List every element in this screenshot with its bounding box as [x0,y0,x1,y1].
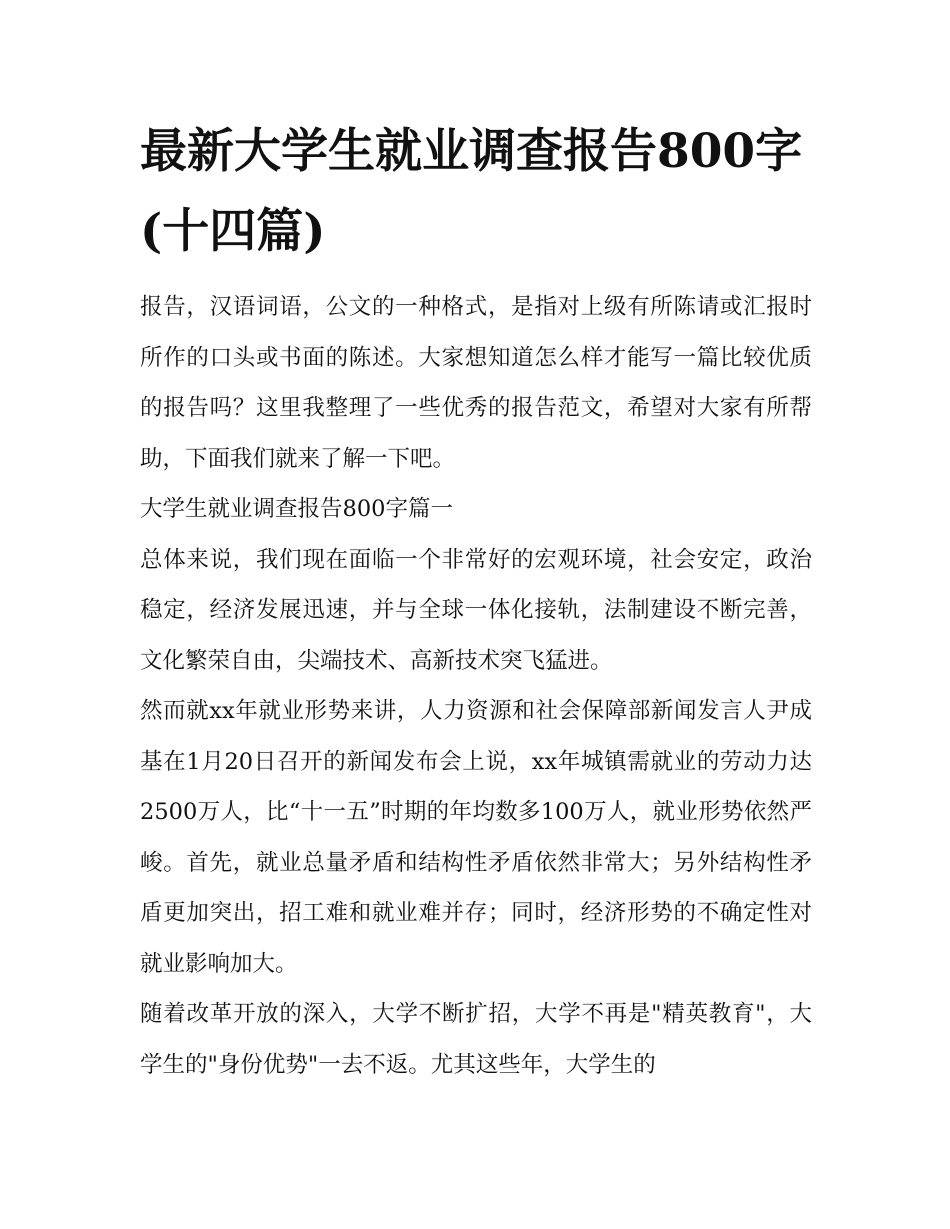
intro-paragraph: 报告，汉语词语，公文的一种格式，是指对上级有所陈请或汇报时所作的口头或书面的陈述。大家想知道怎么样才能写一篇比较优质的报告吗？这里我整理了一些优秀的报告范文，希望对大家有所帮助，下面我们就来了解一下吧。 [140,294,812,472]
section-heading: 大学生就业调查报告800字篇一 [140,496,453,522]
document-page [140,112,812,1090]
body-paragraph: 然而就xx年就业形势来讲，人力资源和社会保障部新闻发言人尹成基在1月20日召开的新闻发布会上说，xx年城镇需就业的劳动力达2500万人，比“十一五”时期的年均数多100万人，就业形势依然严峻。首先，就业总量矛盾和结构性矛盾依然非常大；另外结构性矛盾更加突出，招工难和就业难并存；同时，经济形势的不确定性对就业影响加大。 [140,698,812,977]
body-paragraph: 随着改革开放的深入，大学不断扩招，大学不再是"精英教育"，大学生的"身份优势"一去不返。尤其这些年，大学生的 [140,1001,812,1078]
body-paragraph: 总体来说，我们现在面临一个非常好的宏观环境，社会安定，政治稳定，经济发展迅速，并与全球一体化接轨，法制建设不断完善，文化繁荣自由，尖端技术、高新技术突飞猛进。 [140,546,812,674]
document-title: 最新大学生就业调查报告800字(十四篇) [140,124,803,259]
